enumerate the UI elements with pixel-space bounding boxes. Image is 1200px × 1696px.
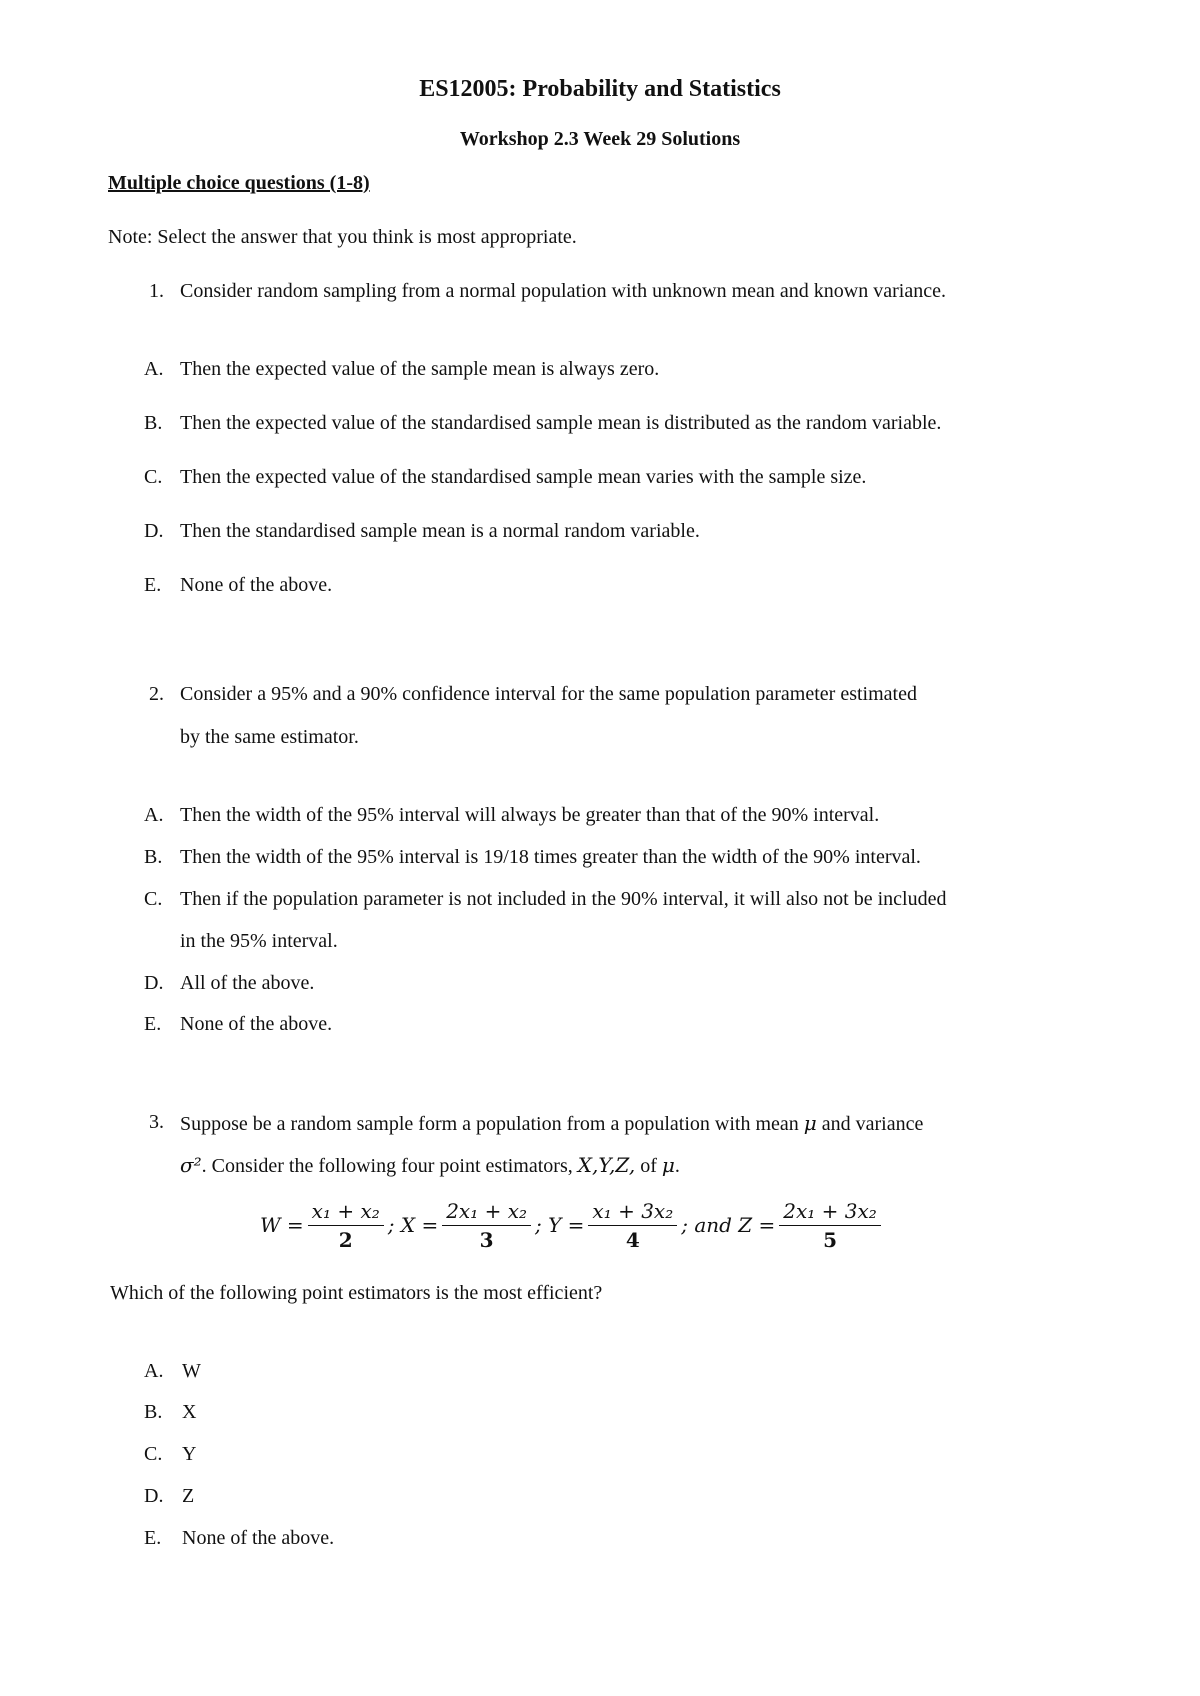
formula-w-numerator: x₁ + x₂	[308, 1199, 384, 1226]
estimator-list: X,Y,Z,	[577, 1153, 636, 1177]
formula-x-numerator: 2x₁ + x₂	[442, 1199, 531, 1226]
q3-option-e-letter: E.	[144, 1527, 162, 1549]
sigma-squared-symbol: σ²	[180, 1153, 202, 1177]
formula-y-label: ; Y =	[535, 1213, 585, 1237]
q2-option-d: All of the above.	[180, 972, 315, 994]
q3-number: 3.	[149, 1111, 164, 1133]
q2-number: 2.	[149, 683, 164, 705]
formula-z-label: ; and Z =	[681, 1213, 776, 1237]
q2-option-a: Then the width of the 95% interval will always be greater than that of the 90% interval.	[180, 804, 880, 826]
formula-y-denominator: 4	[625, 1227, 640, 1252]
q2-text-line1: Consider a 95% and a 90% confidence interval for the same population parameter estimated	[180, 683, 917, 705]
formula-z-fraction	[779, 1199, 881, 1252]
formula-y-fraction	[588, 1199, 677, 1252]
q1-text: Consider random sampling from a normal population with unknown mean and known variance.	[180, 280, 946, 302]
q3-text-line2: σ². Consider the following four point estimators, X,Y,Z, of μ.	[180, 1153, 680, 1177]
q2-option-c: Then if the population parameter is not included in the 90% interval, it will also not be included	[180, 888, 947, 910]
q3-option-d-letter: D.	[144, 1485, 164, 1507]
q1-option-d-letter: D.	[144, 520, 164, 542]
q3-question: Which of the following point estimators is the most efficient?	[110, 1282, 603, 1304]
q3-option-e: None of the above.	[182, 1527, 335, 1549]
q1-option-a-letter: A.	[144, 358, 164, 380]
q3-text-line1-start: Suppose be a random sample form a population from a population with mean	[180, 1113, 799, 1135]
q2-option-b-letter: B.	[144, 846, 163, 868]
q1-number: 1.	[149, 280, 164, 302]
q1-option-e: None of the above.	[180, 574, 333, 596]
q1-option-a: Then the expected value of the sample mean is always zero.	[180, 358, 660, 380]
formula-x-fraction	[442, 1199, 531, 1252]
q3-text-line1	[180, 1111, 923, 1136]
document-title: ES12005: Probability and Statistics	[419, 76, 781, 102]
q2-option-a-letter: A.	[144, 804, 164, 826]
q2-option-c-line2: in the 95% interval.	[180, 930, 338, 952]
q1-option-c: Then the expected value of the standardised sample mean varies with the sample size.	[180, 466, 867, 488]
q2-option-c-letter: C.	[144, 888, 163, 910]
q3-option-b-letter: B.	[144, 1401, 163, 1423]
q2-option-e: None of the above.	[180, 1013, 333, 1035]
q3-text-line1-end: and variance	[821, 1113, 924, 1135]
q3-option-d: Z	[182, 1485, 195, 1507]
q3-option-c: Y	[182, 1443, 197, 1465]
q1-option-e-letter: E.	[144, 574, 162, 596]
formula-w-label: W =	[260, 1213, 304, 1237]
q2-text-line2: by the same estimator.	[180, 726, 359, 748]
q3-option-a: W	[182, 1360, 201, 1382]
q1-option-d: Then the standardised sample mean is a normal random variable.	[180, 520, 700, 542]
formula-z-numerator: 2x₁ + 3x₂	[779, 1199, 881, 1226]
formula-x-label: ; X =	[387, 1213, 439, 1237]
q3-option-a-letter: A.	[144, 1360, 164, 1382]
q2-option-e-letter: E.	[144, 1013, 162, 1035]
q2-option-b: Then the width of the 95% interval is 19/18 times greater than the width of the 90% interval.	[180, 846, 921, 868]
estimator-formulas	[260, 1190, 885, 1260]
formula-w-fraction	[308, 1199, 384, 1252]
section-heading: Multiple choice questions (1-8)	[108, 172, 370, 194]
note: Note: Select the answer that you think is most appropriate.	[108, 226, 577, 248]
formula-x-denominator: 3	[479, 1227, 494, 1252]
formula-z-denominator: 5	[823, 1227, 838, 1252]
q3-text-line2-end: of	[640, 1155, 657, 1177]
q3-option-b: X	[182, 1401, 197, 1423]
q3-text-line2-start: . Consider the following four point estimators,	[201, 1155, 573, 1177]
document-subtitle: Workshop 2.3 Week 29 Solutions	[459, 128, 741, 150]
q2-option-d-letter: D.	[144, 972, 164, 994]
q1-option-c-letter: C.	[144, 466, 163, 488]
q3-option-c-letter: C.	[144, 1443, 163, 1465]
mu-symbol-2: μ	[661, 1153, 675, 1177]
formula-y-numerator: x₁ + 3x₂	[588, 1199, 677, 1226]
mu-symbol: μ	[803, 1111, 817, 1135]
q1-option-b-letter: B.	[144, 412, 163, 434]
q1-option-b: Then the expected value of the standardised sample mean is distributed as the random variable.	[180, 412, 942, 434]
formula-w-denominator: 2	[338, 1227, 353, 1252]
